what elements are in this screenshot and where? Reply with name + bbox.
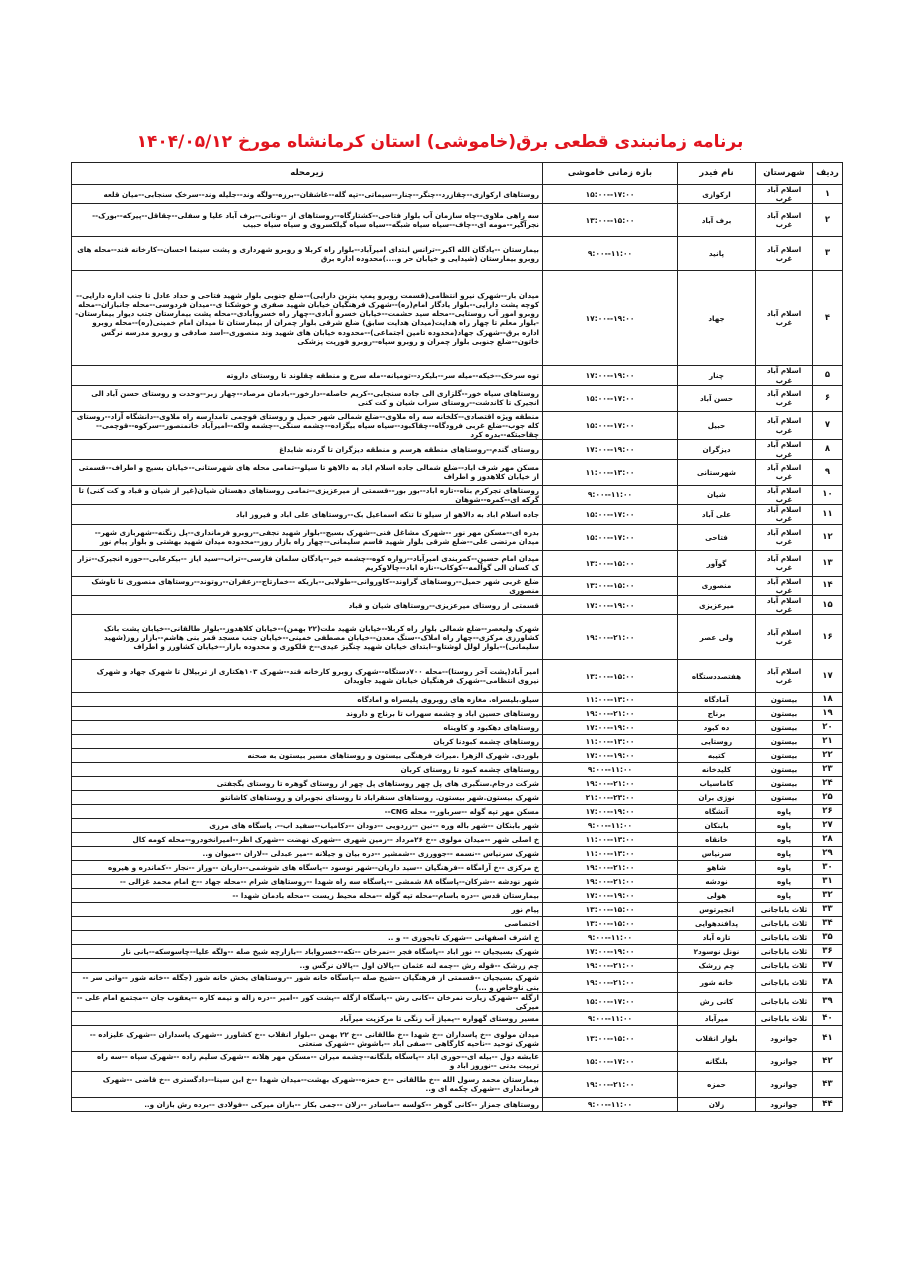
county-cell: اسلام آباد غرب xyxy=(756,411,813,440)
area-cell: میدان بار--شهرک نیرو انتظامی(قسمت روبرو پمپ بنزین دارایی)--ضلع جنوبی بلوار شهید فتاحی و حداد عادل تا جنب اداره دارایی--کوچه پشت دارایی--بلوار یادگار امام(ره)--شهرک فرهنگیان خیابان شهید صفری و خوشکنا ی--میدان فردوسی--محله جانبازان--محله روبرو امور آب روستایی--محله سید حشمت--خیابان خسرو آبادی--چهار راه خسروآبادی--محله پشت بیمارستان جنب دیوار بیمارستان--بلوار معلم تا چهار راه هدایت(میدان هدایت سابق) ضلع شرقی بلوار چمران از بیمارستان تا میدان امام خمینی(ره)--محله روبرو اداره برق--شهرک جهاد(محدوده تامین اجتماعی)--محدوده خیابان های شهید وند منصوری--اسد صادقی و روبرو مدرسه نرگس خاتون--ضلع جنوبی بلوار چمران و روبرو سپاه--روبرو فوریت پزشکی xyxy=(72,271,543,366)
area-cell: شهرک بسیجیان --قسمتی از فرهنگیان --شیخ صله --پاسگاه خانه شور --روستاهای بخش خانه شور (جگله --خانه شور --وانی سر --بنی ناوخاص و ...) xyxy=(72,973,543,992)
feeder-cell: آمادگاه xyxy=(678,693,756,707)
table-row xyxy=(72,505,843,524)
area-cell: ضلع غربی شهر حمیل--روستاهای گراوند--کاوروانی--طولابی--باریکه --خمارتاج--زعفران--روتوند--روستاهای منصوری تا تاوشک منصوری xyxy=(72,576,543,595)
county-cell: اسلام آباد غرب xyxy=(756,660,813,693)
time-window-cell: ۱۱:۰۰--۱۳:۰۰ xyxy=(543,833,678,847)
time-window-cell: ۱۷:۰۰--۱۹:۰۰ xyxy=(543,271,678,366)
area-cell: روستاهای جمزار --کانی گوهر --کولسه --ماسادر --زلان --جمی بکار --بازان میرکی --فولادی --برده رش بازان و.. xyxy=(72,1097,543,1111)
area-cell: ازگله --شهرک زیارت نمرخان --کانی رش --پاسگاه ازگله --پشت کور --امیر --دره زاله و نیمه کاره --یعقوب جان --مجتمع امام علی --میرکی xyxy=(72,992,543,1011)
row-number: ۳۰ xyxy=(813,861,843,875)
row-number: ۱۷ xyxy=(813,660,843,693)
feeder-cell: حمزه xyxy=(678,1071,756,1097)
county-cell: اسلام آباد غرب xyxy=(756,271,813,366)
table-body xyxy=(72,185,843,1112)
county-cell: ثلاث باباجانی xyxy=(756,917,813,931)
county-cell: اسلام آباد غرب xyxy=(756,550,813,576)
time-window-cell: ۱۳:۰۰--۱۵:۰۰ xyxy=(543,204,678,237)
table-row xyxy=(72,903,843,917)
area-cell: بیمارستان قدس --دره باسام--محله تپه گوله --محله محیط زیست --محله بادمان شهدا -- xyxy=(72,889,543,903)
county-cell: اسلام آباد غرب xyxy=(756,596,813,615)
feeder-cell: کلیدخانه xyxy=(678,763,756,777)
table-row xyxy=(72,833,843,847)
row-number: ۲۰ xyxy=(813,721,843,735)
area-cell: منطقه ویژه اقتصادی--کلخانه سه راه ملاوی--ضلع شمالی شهر حمیل و روستای قوچمی تامدارسه راه ملاوی--دانشگاه آزاد--روستای کله جوب--ضلع غربی فرودگاه--چقاکبود--سیاه سیاه بیگزاده--چشمه سنگی--چشمه ولکه--امیرآباد خانمنصور--سرکوه--قوچمی--چقاحبتکه--بدره کرد xyxy=(72,411,543,440)
table-row xyxy=(72,847,843,861)
table-row xyxy=(72,204,843,237)
feeder-cell: ولی عصر xyxy=(678,615,756,660)
county-cell: اسلام آباد غرب xyxy=(756,505,813,524)
area-cell: جاده اسلام اباد به دالاهو از سیلو تا تنکه اسماعیل بک--روستاهای علی اباد و فیروز اباد xyxy=(72,505,543,524)
county-cell: بیستون xyxy=(756,735,813,749)
table-row xyxy=(72,459,843,485)
table-row xyxy=(72,763,843,777)
time-window-cell: ۱۹:۰۰--۲۱:۰۰ xyxy=(543,615,678,660)
feeder-cell: چنار xyxy=(678,366,756,385)
header-area: زیرمحله xyxy=(72,163,543,185)
area-cell: شهرک سرنیاس --نسمه --جوورزی --شمشیر --دره بیان و جیلانه --میر عبدلی --لاران --میوان و.. xyxy=(72,847,543,861)
outage-schedule-table xyxy=(71,162,843,1112)
row-number: ۱ xyxy=(813,185,843,204)
table-row xyxy=(72,931,843,945)
feeder-cell: هولی xyxy=(678,889,756,903)
area-cell: پیام نور xyxy=(72,903,543,917)
time-window-cell: ۹:۰۰--۱۱:۰۰ xyxy=(543,1097,678,1111)
feeder-cell: چم زرشک xyxy=(678,959,756,973)
table-row xyxy=(72,1012,843,1026)
row-number: ۲۳ xyxy=(813,763,843,777)
area-cell: روستاهای سیاه خور--گلزاری الی جاده سنجابی--کریم حاصله--دارخور--بادمان مرصاد--چهار زبر--وحدت و روستای حسن آباد الی انجیرک تا کاندشت--روستای سراب شیان و کت کنی xyxy=(72,385,543,411)
county-cell: ثلاث باباجانی xyxy=(756,903,813,917)
row-number: ۴۴ xyxy=(813,1097,843,1111)
row-number: ۴۲ xyxy=(813,1052,843,1071)
feeder-cell: خانه شور xyxy=(678,973,756,992)
area-cell: مسکن مهر شرف اباد--ضلع شمالی جاده اسلام اباد به دالاهو تا سیلو--تمامی محله های شهرستانی--خیابان بسیج و اطراف--قسمتی از خیابان کلاهدوز و اطراف xyxy=(72,459,543,485)
area-cell: روستاهای چشمه کبودنا کربان xyxy=(72,735,543,749)
row-number: ۴۰ xyxy=(813,1012,843,1026)
row-number: ۶ xyxy=(813,385,843,411)
county-cell: بیستون xyxy=(756,707,813,721)
county-cell: بیستون xyxy=(756,777,813,791)
row-number: ۲ xyxy=(813,204,843,237)
time-window-cell: ۱۵:۰۰--۱۷:۰۰ xyxy=(543,385,678,411)
area-cell: شهر بابنکان --شهر باله وره --نین --زردویی --دودان --دکامیاب--سفید اب--. پاسگاه های مرزی xyxy=(72,819,543,833)
county-cell: اسلام آباد غرب xyxy=(756,524,813,550)
time-window-cell: ۹:۰۰--۱۱:۰۰ xyxy=(543,485,678,504)
time-window-cell: ۹:۰۰--۱۱:۰۰ xyxy=(543,931,678,945)
area-cell: امیر آباد(پشت آخر روستا)--محله ۷۰۰دستگاه--شهرک روبرو کارخانه قند--شهرک ۱۰۳هکتاری از تربیلال تا شهرک جهاد و شهرک نیروی انتظامی--شهرک فرهنگیان خیابان شهید جاویدان xyxy=(72,660,543,693)
feeder-cell: علی آباد xyxy=(678,505,756,524)
table-row xyxy=(72,485,843,504)
county-cell: پاوه xyxy=(756,875,813,889)
row-number: ۱۴ xyxy=(813,576,843,595)
row-number: ۴۱ xyxy=(813,1026,843,1052)
area-cell: توه سرخک--خیکه--میله سر--بلیکرد--تومیانه--مله سرخ و منطقه چقلوند تا روستای داروته xyxy=(72,366,543,385)
feeder-cell: هفتصددستگاه xyxy=(678,660,756,693)
feeder-cell: شیان xyxy=(678,485,756,504)
row-number: ۱۱ xyxy=(813,505,843,524)
row-number: ۲۹ xyxy=(813,847,843,861)
table-row xyxy=(72,1026,843,1052)
row-number: ۱۵ xyxy=(813,596,843,615)
area-cell: بلوردی. شهرک الزهرا .میراث فرهنگی بیستون و روستاهای مسیر بیستون به صحنه xyxy=(72,749,543,763)
feeder-cell: کتیبه xyxy=(678,749,756,763)
area-cell: شهر نودشه --شرکان--پاسگاه ۸۸ شمشی --پاسگاه سه راه شهدا --روستاهای شرام --محله جهاد --خ امام محمد غزالی -- xyxy=(72,875,543,889)
county-cell: پاوه xyxy=(756,805,813,819)
time-window-cell: ۱۱:۰۰--۱۳:۰۰ xyxy=(543,693,678,707)
time-window-cell: ۱۷:۰۰--۱۹:۰۰ xyxy=(543,596,678,615)
row-number: ۳ xyxy=(813,237,843,271)
county-cell: جوانرود xyxy=(756,1097,813,1111)
table-row xyxy=(72,576,843,595)
row-number: ۳۶ xyxy=(813,945,843,959)
row-number: ۳۲ xyxy=(813,889,843,903)
county-cell: ثلاث باباجانی xyxy=(756,1012,813,1026)
feeder-cell: برف آباد xyxy=(678,204,756,237)
time-window-cell: ۱۵:۰۰--۱۷:۰۰ xyxy=(543,411,678,440)
feeder-cell: آتشگاه xyxy=(678,805,756,819)
county-cell: اسلام آباد غرب xyxy=(756,385,813,411)
time-window-cell: ۹:۰۰--۱۱:۰۰ xyxy=(543,819,678,833)
table-row xyxy=(72,440,843,459)
feeder-cell: بلوار انقلاب xyxy=(678,1026,756,1052)
table-row xyxy=(72,693,843,707)
feeder-cell: گوآور xyxy=(678,550,756,576)
county-cell: جوانرود xyxy=(756,1026,813,1052)
row-number: ۸ xyxy=(813,440,843,459)
county-cell: اسلام آباد غرب xyxy=(756,576,813,595)
table-header-row xyxy=(72,163,843,185)
time-window-cell: ۱۳:۰۰--۱۵:۰۰ xyxy=(543,550,678,576)
feeder-cell: پانید xyxy=(678,237,756,271)
feeder-cell: نودشه xyxy=(678,875,756,889)
feeder-cell: جهاد xyxy=(678,271,756,366)
header-county: شهرستان xyxy=(756,163,813,185)
county-cell: ثلاث باباجانی xyxy=(756,945,813,959)
county-cell: اسلام آباد غرب xyxy=(756,185,813,204)
county-cell: بیستون xyxy=(756,749,813,763)
feeder-cell: حسن آباد xyxy=(678,385,756,411)
time-window-cell: ۱۹:۰۰--۲۱:۰۰ xyxy=(543,707,678,721)
row-number: ۷ xyxy=(813,411,843,440)
county-cell: اسلام آباد غرب xyxy=(756,459,813,485)
table-row xyxy=(72,749,843,763)
area-cell: مسکن مهر تپه گوله --سرباور-- محله CNG-- xyxy=(72,805,543,819)
row-number: ۹ xyxy=(813,459,843,485)
area-cell: بدره ای--مسکن مهر نور --شهرک مشاغل فنی--شهرک بسیج--بلوار شهید نجفی--روبرو فرمانداری--پل زنگنه--شهربازی شهر--میدان مرتضی علی--ضلع شرقی بلوار شهید قاسم سلیمانی--چهار راه بازار روز--محدوده میدان شهید بهشتی و بلوار پیام نور xyxy=(72,524,543,550)
header-row-number: ردیف xyxy=(813,163,843,185)
area-cell: روستاهای چشمه کبود تا روستای کربان xyxy=(72,763,543,777)
area-cell: چم زرشک --قوله رش --چمه لنه عثمان --پالان اول --پالان نرگس و.. xyxy=(72,959,543,973)
feeder-cell: بلنگانه xyxy=(678,1052,756,1071)
area-cell: روستاهای ارکوازی--چقازرد--چنگر--چنار--سیماتی--تپه گله--غاشقان--برزه--ولگه وند--جلیله وند--سرخک سنجابی--میان قلعه xyxy=(72,185,543,204)
time-window-cell: ۱۹:۰۰--۲۱:۰۰ xyxy=(543,1071,678,1097)
time-window-cell: ۱۳:۰۰--۱۵:۰۰ xyxy=(543,917,678,931)
time-window-cell: ۱۵:۰۰--۱۷:۰۰ xyxy=(543,992,678,1011)
time-window-cell: ۱۷:۰۰--۱۹:۰۰ xyxy=(543,749,678,763)
area-cell: روستاهای دهکبود و کاویناه xyxy=(72,721,543,735)
feeder-cell: ده کبود xyxy=(678,721,756,735)
time-window-cell: ۱۹:۰۰--۲۱:۰۰ xyxy=(543,875,678,889)
row-number: ۲۵ xyxy=(813,791,843,805)
feeder-cell: سرنیاس xyxy=(678,847,756,861)
area-cell: اختصاصی xyxy=(72,917,543,931)
county-cell: پاوه xyxy=(756,847,813,861)
row-number: ۴۳ xyxy=(813,1071,843,1097)
feeder-cell: روستایی xyxy=(678,735,756,749)
feeder-cell: کانی رش xyxy=(678,992,756,1011)
table-row xyxy=(72,615,843,660)
county-cell: اسلام آباد غرب xyxy=(756,440,813,459)
county-cell: اسلام آباد غرب xyxy=(756,615,813,660)
feeder-cell: خانقاه xyxy=(678,833,756,847)
row-number: ۱۸ xyxy=(813,693,843,707)
row-number: ۱۲ xyxy=(813,524,843,550)
feeder-cell: ارکوازی xyxy=(678,185,756,204)
county-cell: پاوه xyxy=(756,833,813,847)
feeder-cell: انجیرتوس xyxy=(678,903,756,917)
row-number: ۲۶ xyxy=(813,805,843,819)
time-window-cell: ۱۵:۰۰--۱۷:۰۰ xyxy=(543,1052,678,1071)
county-cell: بیستون xyxy=(756,721,813,735)
row-number: ۳۵ xyxy=(813,931,843,945)
county-cell: پاوه xyxy=(756,819,813,833)
time-window-cell: ۱۵:۰۰--۱۷:۰۰ xyxy=(543,524,678,550)
feeder-cell: میرآباد xyxy=(678,1012,756,1026)
area-cell: قسمتی از روستای میرعزیزی--روستاهای شیان و قباد xyxy=(72,596,543,615)
feeder-cell: شاهو xyxy=(678,861,756,875)
area-cell: شهرک بسیجیان -- نور اباد --پاسگاه فجر --نمرخان --تکه--خسرواباد --بازارچه شیخ صله --ولگه علیا--چاسوسکه--بانی نار xyxy=(72,945,543,959)
table-row xyxy=(72,660,843,693)
time-window-cell: ۱۱:۰۰--۱۳:۰۰ xyxy=(543,459,678,485)
county-cell: ثلاث باباجانی xyxy=(756,959,813,973)
table-row xyxy=(72,945,843,959)
feeder-cell: نوژی بران xyxy=(678,791,756,805)
row-number: ۳۳ xyxy=(813,903,843,917)
county-cell: اسلام آباد غرب xyxy=(756,204,813,237)
table-row xyxy=(72,917,843,931)
row-number: ۳۸ xyxy=(813,973,843,992)
county-cell: جوانرود xyxy=(756,1071,813,1097)
table-row xyxy=(72,973,843,992)
header-time-window: بازه زمانی خاموشی xyxy=(543,163,678,185)
row-number: ۱۰ xyxy=(813,485,843,504)
table-row xyxy=(72,366,843,385)
row-number: ۱۶ xyxy=(813,615,843,660)
area-cell: میدان مولوی --خ پاسداران --خ شهدا --خ طالقانی --خ ۲۲ بهمن --بلوار انقلاب --خ کشاورز --شهرک پاسداران --شهرک علیزاده --شهرک توحید --ناحیه کارگاهی --صفی اباد --باشوش --شهرک صنعتی xyxy=(72,1026,543,1052)
table-row xyxy=(72,385,843,411)
table-row xyxy=(72,524,843,550)
time-window-cell: ۱۵:۰۰--۱۷:۰۰ xyxy=(543,185,678,204)
time-window-cell: ۱۵:۰۰--۱۷:۰۰ xyxy=(543,505,678,524)
time-window-cell: ۱۳:۰۰--۱۵:۰۰ xyxy=(543,1026,678,1052)
area-cell: روستاهای حسین اباد و چشمه سهراب تا برناج و داروند xyxy=(72,707,543,721)
time-window-cell: ۱۷:۰۰--۱۹:۰۰ xyxy=(543,889,678,903)
county-cell: پاوه xyxy=(756,889,813,903)
time-window-cell: ۱۹:۰۰--۲۱:۰۰ xyxy=(543,861,678,875)
table-row xyxy=(72,237,843,271)
time-window-cell: ۹:۰۰--۱۱:۰۰ xyxy=(543,237,678,271)
row-number: ۲۷ xyxy=(813,819,843,833)
feeder-cell: زلان xyxy=(678,1097,756,1111)
area-cell: خ مرکزی --خ آرامگاه --فرهنگیان --سید داریان--شهر نوسود --پاسگاه های شوشمی--داریان --وراز --نجار --کماندره و هیروه xyxy=(72,861,543,875)
table-row xyxy=(72,1052,843,1071)
time-window-cell: ۱۷:۰۰--۱۹:۰۰ xyxy=(543,721,678,735)
feeder-cell: بابنکان xyxy=(678,819,756,833)
county-cell: پاوه xyxy=(756,861,813,875)
county-cell: اسلام آباد غرب xyxy=(756,485,813,504)
time-window-cell: ۲۱:۰۰--۲۳:۰۰ xyxy=(543,791,678,805)
time-window-cell: ۱۹:۰۰--۲۱:۰۰ xyxy=(543,973,678,992)
feeder-cell: نونل نوسود۲ xyxy=(678,945,756,959)
row-number: ۴ xyxy=(813,271,843,366)
area-cell: بیمارستان محمد رسول الله --خ طالقانی --خ حمزه--شهرک بهشت--میدان شهدا --خ ابن سینا--دادگستری --خ قاضی --شهرک فرمانداری --شهرک چکمه ای و.. xyxy=(72,1071,543,1097)
row-number: ۵ xyxy=(813,366,843,385)
time-window-cell: ۱۳:۰۰--۱۵:۰۰ xyxy=(543,660,678,693)
feeder-cell: میرعزیزی xyxy=(678,596,756,615)
table-row xyxy=(72,889,843,903)
table-row xyxy=(72,1071,843,1097)
area-cell: خ اشرف اصفهانی --شهرک تایجوزی -- و .. xyxy=(72,931,543,945)
time-window-cell: ۹:۰۰--۱۱:۰۰ xyxy=(543,763,678,777)
area-cell: میدان امام حسین--کمربندی امیرآباد--زواره کوه--چشمه خیر--پادگان سلمان فارسی--تراب--سید ایاز --بیکرعابی--حوزه انجیرک--نزار ک کسان الی گوآلمه--کوکاب--نازه اباد--چالاوکریم xyxy=(72,550,543,576)
area-cell: شهرک ولیعصر--ضلع شمالی بلوار راه کربلا--خیابان شهید ملت(۲۲ بهمن)--خیابان کلاهدوز--بلوار طالقانی--خیابان پشت بانک کشاورزی مرکزی--چهار راه املاک--سنگ معدن--خیابان مصطفی خمینی--خیابان جنب مسجد قمر بنی هاشم--بازار روز(شهید سلیمانی)--بلوار لولل لوشتاو--ابتدای خیابان شهید چنگیز عیدی--خ فلکوری و محدوده بازار--خیابان کشاورز و اطراف xyxy=(72,615,543,660)
area-cell: مسیر روستای گهواره --پمپاژ آب زنگی تا مرکزیت میرآباد xyxy=(72,1012,543,1026)
area-cell: بیمارستان --یادگان الله اکبر--ترانس ابتدای امیرآباد--بلوار راه کربلا و روبرو شهرداری و پشت سینما احسان--کارخانه قند--محله های روبرو بیمارستان (شیدایی و خیابان حر و....)محدوده اداره برق xyxy=(72,237,543,271)
row-number: ۲۸ xyxy=(813,833,843,847)
table-row xyxy=(72,805,843,819)
table-row xyxy=(72,819,843,833)
time-window-cell: ۱۷:۰۰--۱۹:۰۰ xyxy=(543,366,678,385)
county-cell: ثلاث باباجانی xyxy=(756,973,813,992)
area-cell: خ اصلی شهر --میدان مولوی --خ ۲۶مرداد --زمین شهری --شهرک نهضت --شهرک اظر--امیرانخودرو--محله کومه کال xyxy=(72,833,543,847)
table-row xyxy=(72,550,843,576)
feeder-cell: پدافندهوایی xyxy=(678,917,756,931)
time-window-cell: ۱۷:۰۰--۱۹:۰۰ xyxy=(543,805,678,819)
county-cell: بیستون xyxy=(756,693,813,707)
table-row xyxy=(72,992,843,1011)
county-cell: بیستون xyxy=(756,791,813,805)
county-cell: اسلام آباد غرب xyxy=(756,366,813,385)
time-window-cell: ۱۱:۰۰--۱۳:۰۰ xyxy=(543,735,678,749)
row-number: ۱۳ xyxy=(813,550,843,576)
feeder-cell: تازه آباد xyxy=(678,931,756,945)
table-row xyxy=(72,959,843,973)
row-number: ۲۱ xyxy=(813,735,843,749)
time-window-cell: ۱۳:۰۰--۱۵:۰۰ xyxy=(543,903,678,917)
feeder-cell: منصوری xyxy=(678,576,756,595)
row-number: ۳۱ xyxy=(813,875,843,889)
table-row xyxy=(72,411,843,440)
time-window-cell: ۹:۰۰--۱۱:۰۰ xyxy=(543,1012,678,1026)
county-cell: جوانرود xyxy=(756,1052,813,1071)
table-row xyxy=(72,875,843,889)
table-row xyxy=(72,271,843,366)
page-title: برنامه زمانبندی قطعی برق(خاموشی) استان کرمانشاه مورخ ۱۴۰۴/۰۵/۱۲ xyxy=(136,132,744,152)
row-number: ۳۴ xyxy=(813,917,843,931)
time-window-cell: ۱۹:۰۰--۲۱:۰۰ xyxy=(543,959,678,973)
feeder-cell: دیزگران xyxy=(678,440,756,459)
time-window-cell: ۱۱:۰۰--۱۳:۰۰ xyxy=(543,847,678,861)
area-cell: شهرک بیستون.شهر بیستون. روستاهای سنقراباد تا روستای نجوبران و روستاهای کاشانتو xyxy=(72,791,543,805)
feeder-cell: حبیل xyxy=(678,411,756,440)
time-window-cell: ۱۷:۰۰--۱۹:۰۰ xyxy=(543,945,678,959)
row-number: ۳۹ xyxy=(813,992,843,1011)
row-number: ۲۴ xyxy=(813,777,843,791)
table-row xyxy=(72,185,843,204)
header-feeder: نام فیدر xyxy=(678,163,756,185)
feeder-cell: برناج xyxy=(678,707,756,721)
time-window-cell: ۱۹:۰۰--۲۱:۰۰ xyxy=(543,777,678,791)
county-cell: بیستون xyxy=(756,763,813,777)
area-cell: روستای گندم--روستاهای منطقه هرسم و منطقه دیزگران تا گردنه شابداغ xyxy=(72,440,543,459)
area-cell: شرکت درجام.سنگبری های پل چهر روستاهای پل چهر از روستای گوهره تا روستای بگجفتی xyxy=(72,777,543,791)
table-row xyxy=(72,721,843,735)
table-row xyxy=(72,777,843,791)
table-row xyxy=(72,596,843,615)
area-cell: روستاهای تجرکرم بناه--تازه اباد--بور بور--قسمتی از میرعزیزی--تمامی روستاهای دهستان شیان(غیر از شیان و قباد و کت کنی) تا گرکه ای--کمره--شوهان xyxy=(72,485,543,504)
time-window-cell: ۱۳:۰۰--۱۵:۰۰ xyxy=(543,576,678,595)
area-cell: سیلو.بلیسراه. مغازه های روبروی پلیسراه و امادگاه xyxy=(72,693,543,707)
table-row xyxy=(72,791,843,805)
row-number: ۱۹ xyxy=(813,707,843,721)
area-cell: سه راهی ملاوی--چاه سازمان آب بلوار فتاحی--کشتارگاه--روستاهای از --وناتی--برف آباد علیا و سفلی--چقاقل--پیرکه--بورک--نجرآگیر--مومه ای--چاف--سیاه سیاه شبگه--سیاه سیاه گیلکسروی و سیاه سیاه حبیب xyxy=(72,204,543,237)
feeder-cell: فتاحی xyxy=(678,524,756,550)
feeder-cell: شهرستانی xyxy=(678,459,756,485)
feeder-cell: کاماسیاب xyxy=(678,777,756,791)
table-row xyxy=(72,861,843,875)
time-window-cell: ۱۷:۰۰--۱۹:۰۰ xyxy=(543,440,678,459)
table-row xyxy=(72,735,843,749)
county-cell: ثلاث باباجانی xyxy=(756,931,813,945)
table-row xyxy=(72,707,843,721)
area-cell: عابشه دول --بیله ای--حوری اباد --پاسگاه بلنگانه--چشمه میران --مسکن مهر هلانه --شهرک سلیم زاده --شهرک سپاه --سه راه تربیت بدنی --نوروز اباد و xyxy=(72,1052,543,1071)
table-row xyxy=(72,1097,843,1111)
county-cell: اسلام آباد غرب xyxy=(756,237,813,271)
row-number: ۲۲ xyxy=(813,749,843,763)
row-number: ۳۷ xyxy=(813,959,843,973)
county-cell: ثلاث باباجانی xyxy=(756,992,813,1011)
